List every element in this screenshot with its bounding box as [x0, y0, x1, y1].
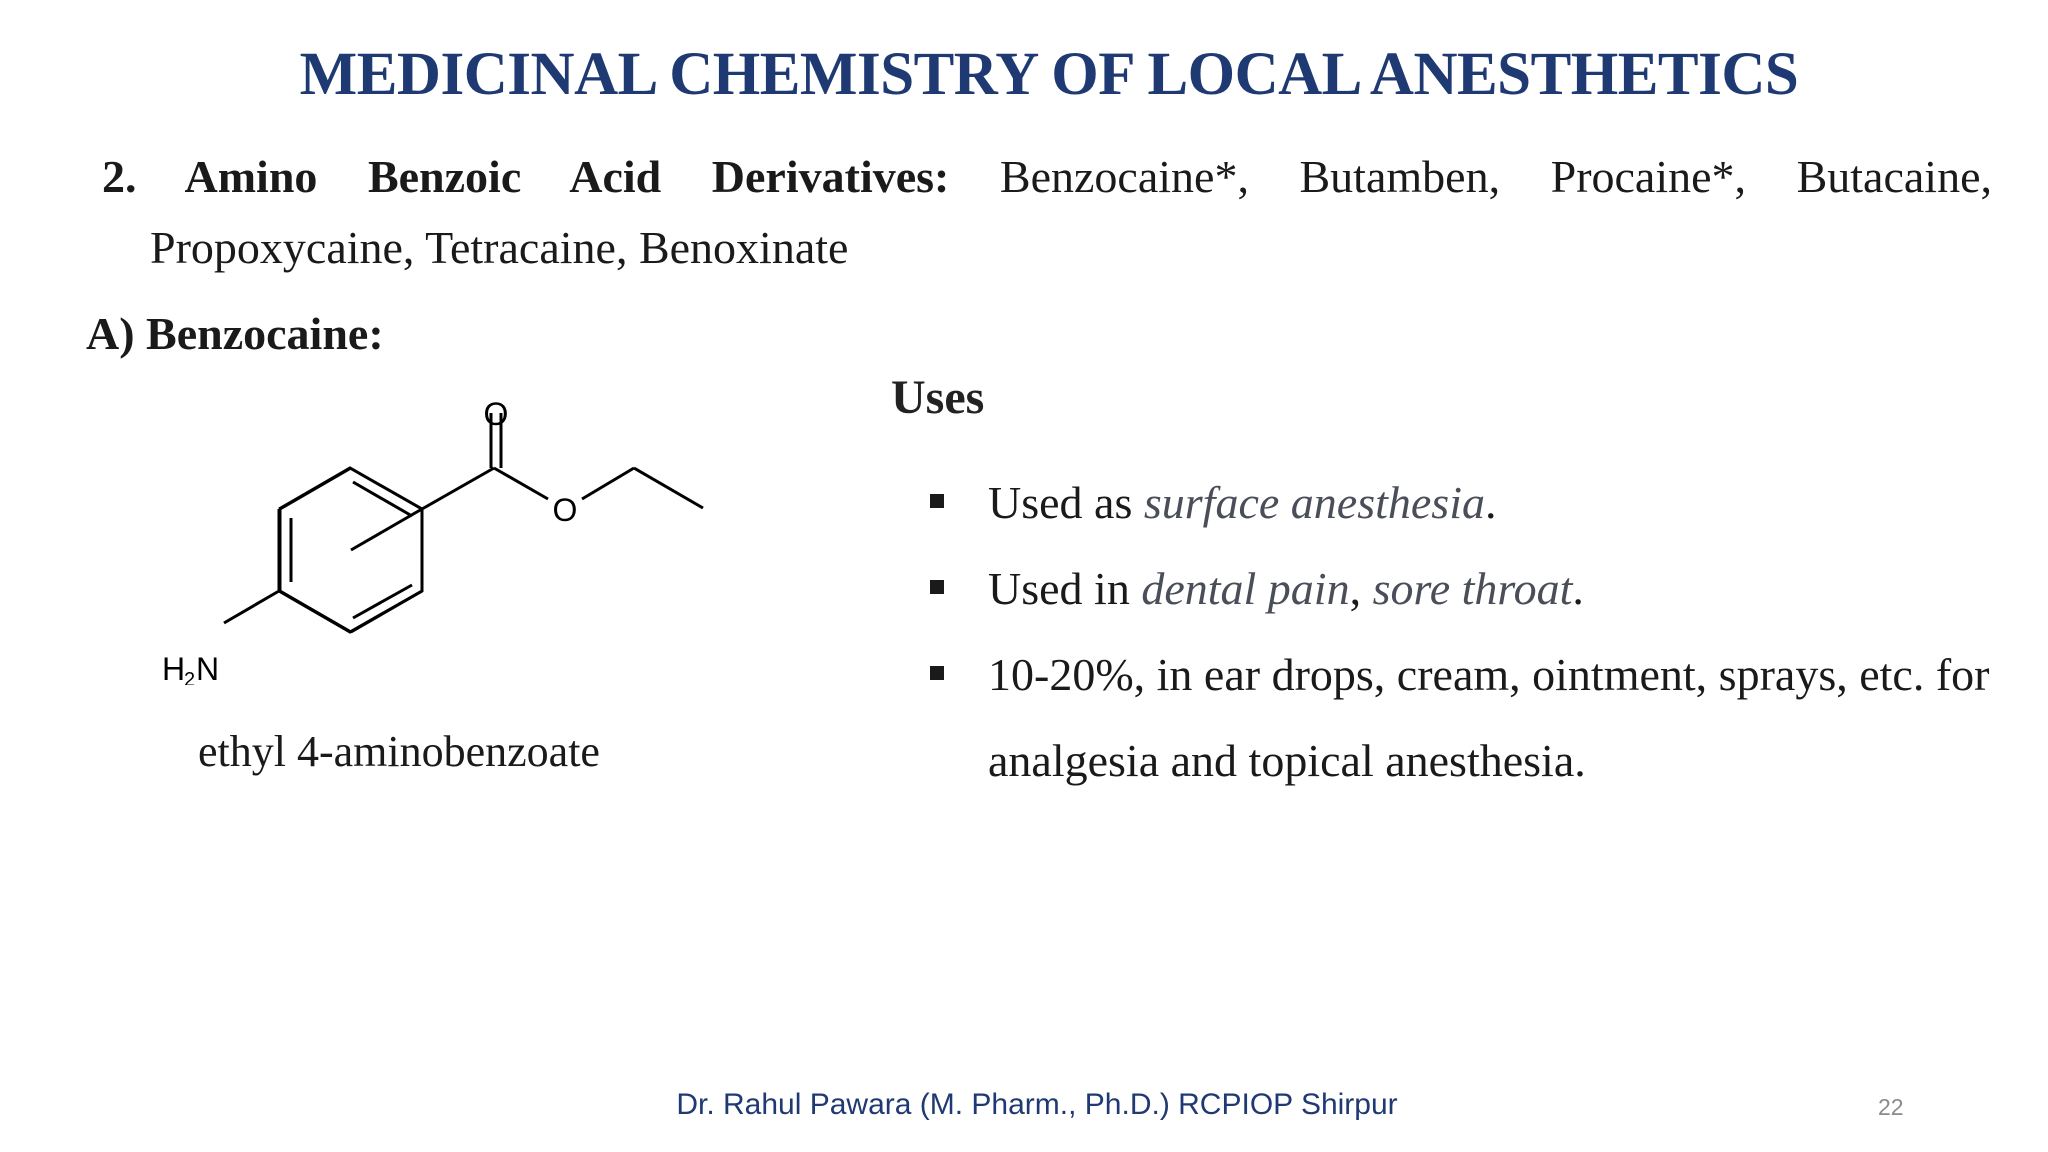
- use-emphasis: sore throat: [1372, 563, 1573, 614]
- amine-subscript-label: 2: [184, 669, 196, 685]
- section-heading: A) Benzocaine:: [86, 308, 384, 359]
- ring-to-carbonyl-bond: [422, 468, 494, 509]
- uses-list-item: [930, 632, 2010, 804]
- use-text: .: [1572, 563, 1584, 614]
- substituent-bonds: [224, 413, 703, 623]
- use-emphasis: surface anesthesia: [1143, 477, 1485, 528]
- square-bullet-icon: [930, 666, 944, 680]
- ethyl-bond: [634, 468, 703, 508]
- intro-drugs-line2: Propoxycaine, Tetracaine, Benoxinate: [150, 222, 849, 273]
- uses-list-item: [930, 460, 2010, 546]
- carbonyl-oxygen-label: O: [483, 396, 509, 432]
- use-text: Used in: [988, 563, 1142, 614]
- benzene-ring: [280, 468, 422, 632]
- ester-bond: [494, 468, 548, 499]
- use-text: .: [1484, 477, 1497, 528]
- benzene-hexagon: [279, 468, 422, 632]
- intro-paragraph: [102, 135, 1992, 219]
- slide-title: MEDICINAL CHEMISTRY OF LOCAL ANESTHETICS: [299, 41, 1799, 108]
- intro-drugs-line1: Benzocaine*, Butamben, Procaine*, Butacaine,: [999, 151, 1992, 202]
- use-text: Used as: [988, 477, 1144, 528]
- footer-author: Dr. Rahul Pawara (M. Pharm., Ph.D.) RCPIOP Shirpur: [676, 1088, 1398, 1121]
- ring-to-amine-bond: [224, 591, 279, 623]
- use-text: 10-20%, in ear drops, cream, ointment, sprays, etc. for analgesia and topical anesthesia.: [988, 649, 1990, 786]
- ester-oxygen-label: O: [552, 492, 578, 528]
- uses-heading: Uses: [891, 371, 985, 424]
- amine-h-label: H: [162, 651, 186, 685]
- square-bullet-icon: [930, 494, 944, 508]
- uses-list-item: [930, 546, 2010, 632]
- uses-list: [930, 460, 2010, 804]
- intro-heading: 2. Amino Benzoic Acid Derivatives:: [102, 151, 950, 202]
- hexagon-outline: [279, 468, 422, 632]
- use-emphasis: dental pain: [1141, 563, 1350, 614]
- use-text: ,: [1349, 563, 1373, 614]
- o-ethyl-bond: [582, 468, 634, 499]
- amine-n-label: N: [196, 651, 220, 685]
- structure-caption: ethyl 4-aminobenzoate: [198, 727, 600, 776]
- benzocaine-structure: [150, 395, 730, 685]
- page-number: 22: [1878, 1094, 1904, 1120]
- square-bullet-icon: [930, 580, 944, 594]
